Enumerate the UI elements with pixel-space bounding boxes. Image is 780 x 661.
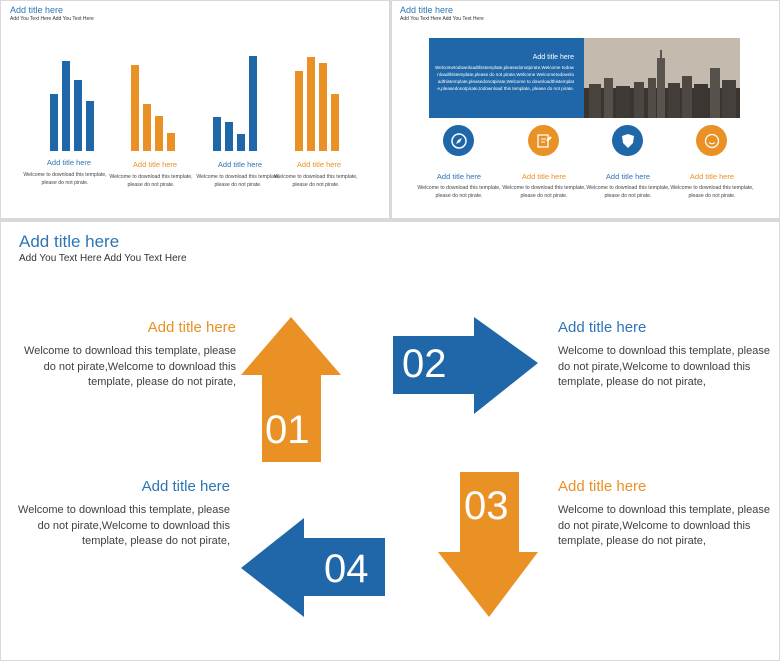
bar-set (50, 51, 94, 151)
bar (62, 61, 70, 151)
block-text-01: Welcome to download this template, please do not pirate,Welcome to download this template, please do not pirate, (24, 345, 236, 388)
banner-body: Welcometodownloadthistemplate,pleasedonotpirate,Welcome todownloadthistemplate,please do not pirate,Welcome Welcometodownloadthistemplate,pleasedonotpirate,Welcome to downloadthistemplate,pleasedonotpirate,todownload this template, please do not pirate. (435, 65, 574, 91)
icon-text: Welcome to download this template, please do not pirate. (417, 185, 501, 199)
slide-thumbnail-bars[interactable] (1, 1, 389, 218)
slide-subtitle: Add You Text Here Add You Text Here (10, 16, 94, 22)
edit-glyph (535, 132, 553, 150)
bar (131, 65, 139, 151)
bar-group-2 (131, 51, 181, 151)
bar-group-1 (50, 51, 100, 151)
block-text-02: Welcome to download this template, please do not pirate,Welcome to download this template, please do not pirate, (558, 345, 770, 388)
slide-thumbnail-icons[interactable] (392, 1, 779, 218)
city-skyline-image (584, 38, 740, 118)
shield-icon (612, 125, 643, 156)
bar (237, 134, 245, 151)
icon-caption: Add title here (521, 172, 567, 181)
arrow-number-02: 02 (402, 342, 447, 386)
group-caption: Add title here (217, 160, 263, 169)
group-text: Welcome to download this template, please do not pirate. (109, 174, 193, 188)
block-text-03: Welcome to download this template, please do not pirate,Welcome to download this template, please do not pirate, (558, 504, 770, 547)
banner (429, 38, 740, 118)
bar (295, 71, 303, 151)
slide-main-arrows[interactable] (1, 222, 779, 660)
group-caption: Add title here (296, 160, 342, 169)
block-title-01: Add title here (147, 319, 236, 336)
bar (74, 80, 82, 151)
icon-caption: Add title here (689, 172, 735, 181)
bar (50, 94, 58, 151)
arrow-number-01: 01 (265, 408, 310, 452)
bar (143, 104, 151, 151)
bar (249, 56, 257, 151)
icon-text: Welcome to download this template, please do not pirate. (670, 185, 754, 199)
bar (225, 122, 233, 151)
bar (331, 94, 339, 151)
bar-set (213, 51, 257, 151)
icon-caption: Add title here (436, 172, 482, 181)
block-title-04: Add title here (141, 478, 230, 495)
shield-glyph (619, 132, 637, 150)
smile-glyph (703, 132, 721, 150)
group-caption: Add title here (46, 158, 92, 167)
arrow-number-04: 04 (324, 547, 369, 591)
bar (167, 133, 175, 151)
icon-caption: Add title here (605, 172, 651, 181)
compass-glyph (450, 132, 468, 150)
group-text: Welcome to download this template, please do not pirate. (274, 174, 358, 188)
bar (307, 57, 315, 151)
group-text: Welcome to download this template, please do not pirate. (23, 172, 107, 186)
bar-set (131, 51, 175, 151)
block-title-03: Add title here (558, 478, 647, 495)
bar (213, 117, 221, 151)
edit-document-icon (528, 125, 559, 156)
banner-title: Add title here (532, 54, 574, 61)
group-caption: Add title here (132, 160, 178, 169)
banner-text-panel (429, 38, 584, 118)
icon-text: Welcome to download this template, please do not pirate. (586, 185, 670, 199)
block-title-02: Add title here (558, 319, 647, 336)
bar-set (295, 51, 339, 151)
bar (155, 116, 163, 151)
page-subtitle: Add You Text Here Add You Text Here (19, 253, 187, 264)
icon-text: Welcome to download this template, please do not pirate. (502, 185, 586, 199)
arrow-number-03: 03 (464, 484, 509, 528)
group-text: Welcome to download this template, please do not pirate. (196, 174, 280, 188)
compass-icon (443, 125, 474, 156)
slide-title: Add title here (10, 5, 64, 15)
skyline-drawing (584, 38, 740, 118)
bar (319, 63, 327, 151)
bar-group-4 (295, 51, 345, 151)
bar-group-3 (213, 51, 263, 151)
bar (86, 101, 94, 151)
block-text-04: Welcome to download this template, please do not pirate,Welcome to download this template, please do not pirate, (18, 504, 230, 547)
slide-subtitle: Add You Text Here Add You Text Here (400, 16, 484, 22)
slide-title: Add title here (400, 5, 454, 15)
smile-icon (696, 125, 727, 156)
arrow-diagram (1, 222, 779, 660)
page-title: Add title here (19, 232, 120, 251)
